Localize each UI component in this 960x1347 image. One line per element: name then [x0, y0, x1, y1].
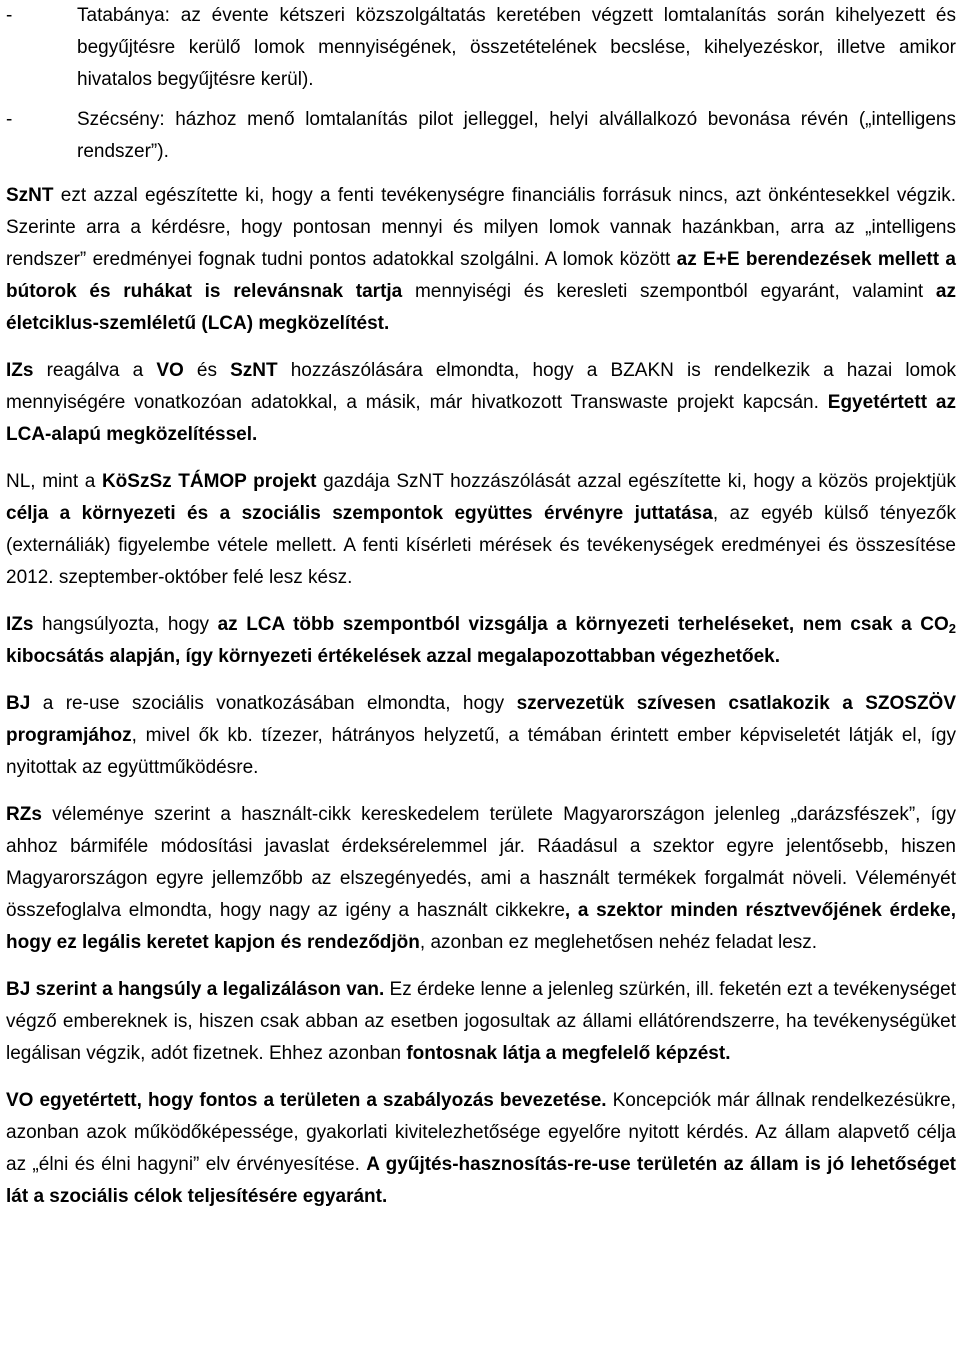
text-run: , mivel ők kb. tízezer, hátrányos helyzetű, a témában érintett ember képviseletét látják el, így nyitottak az együttműködésre. [6, 725, 956, 778]
speaker-name: VO [156, 360, 184, 381]
paragraph-rzs-opinion [6, 799, 956, 959]
paragraph-nl-project [6, 466, 956, 594]
text-run: gazdája SzNT hozzászólását azzal egészítette ki, hogy a közös projektjük [316, 471, 956, 492]
text-run: ezt azzal egészítette ki, hogy a fenti tevékenységre financiális forrásuk nincs, azt önkéntesekkel végzik. Szerinte arra a kérdésre, hogy pontosan mennyi és milyen lomok vannak hazánkban, arra az „intelligens rendszer” eredményei fognak tudni pontos adatokkal szolgálni. A lomok között [6, 185, 956, 270]
paragraph-izs-lca [6, 609, 956, 673]
emphasis: BJ szerint a hangsúly a legalizáláson van. [6, 979, 385, 1000]
text-run: mennyiségi és keresleti szempontból egyaránt, valamint [402, 281, 936, 302]
text-run: kibocsátás alapján, így környezeti értékelések azzal megalapozottabban végezhetőek. [6, 646, 781, 667]
emphasis: fontosnak látja a megfelelő képzést. [406, 1043, 731, 1064]
text-run: az LCA több szempontból vizsgálja a környezeti terheléseket, nem csak a CO [217, 614, 949, 635]
document-page [6, 0, 956, 1228]
text-run: hangsúlyozta, hogy [33, 614, 218, 635]
text-run: reagálva a [33, 360, 157, 381]
text-run: és [183, 360, 231, 381]
emphasis: KöSzSz TÁMOP projekt [101, 471, 317, 492]
speaker-name: SzNT [6, 185, 54, 206]
emphasis: célja a környezeti és a szociális szempontok együttes érvényre juttatása [6, 503, 713, 524]
emphasis: Egyetértett az LCA-alapú megközelítéssel. [6, 392, 956, 445]
paragraph-bj-reuse [6, 688, 956, 784]
bullet-marker: - [6, 109, 13, 130]
text-run: Ez érdeke lenne a jelenleg szürkén, ill. feketén ezt a tevékenységet végző embereknek is, hiszen csak abban az esetben jogosultak az állami ellátórendszerre, ha tevékenységüket legálisan végzik, adót fizetnek. Ehhez azonban [6, 979, 956, 1064]
bullet-item [6, 0, 956, 96]
bullet-item [6, 104, 956, 168]
emphasis: A gyűjtés-hasznosítás-re-use területén az állam is jó lehetőséget lát a szociális célok teljesítésére egyaránt. [6, 1154, 956, 1207]
speaker-name: RZs [6, 804, 42, 825]
paragraph-izs-reaction [6, 355, 956, 451]
subscript: 2 [948, 621, 956, 636]
emphasis: VO egyetértett, hogy fontos a területen a szabályozás bevezetése. [6, 1090, 607, 1111]
paragraph-sznt-funding [6, 180, 956, 340]
bullet-text: Szécsény: házhoz menő lomtalanítás pilot jelleggel, helyi alvállalkozó bevonása révén („intelligens rendszer”). [77, 109, 956, 162]
emphasis: , a szektor minden résztvevőjének érdeke, hogy ez legális keretet kapjon és rendeződjön [6, 900, 956, 953]
text-run: Koncepciók már állnak rendelkezésükre, azonban azok működőképessége, gyakorlati kivitelezhetősége egyelőre nyitott kérdés. Az állam alapvető célja az „élni és élni hagyni” elv érvényesítése. [6, 1090, 956, 1175]
speaker-name: BJ [6, 693, 31, 714]
emphasis: szervezetük szívesen csatlakozik a SZOSZÖV programjához [6, 693, 957, 746]
paragraph-bj-legalization [6, 974, 956, 1070]
text-run: NL, mint a [6, 471, 102, 492]
emphasis: az életciklus-szemléletű (LCA) megközelítést. [6, 281, 956, 334]
bullet-text: Tatabánya: az évente kétszeri közszolgáltatás keretében végzett lomtalanítás során kihelyezett és begyűjtésre kerülő lomok mennyiségének, összetételének becslése, kihelyezéskor, illetve amikor hivatalos begyűjtésre kerül). [77, 5, 956, 90]
speaker-name: IZs [6, 614, 34, 635]
text-run: , azonban ez meglehetősen nehéz feladat lesz. [419, 932, 818, 953]
text-run: véleménye szerint a használt-cikk kereskedelem területe Magyarországon jelenleg „darázsfészek”, így ahhoz bármiféle módosítási javaslat érdeksérelemmel jár. Ráadásul a szektor egyre jelentősebb, hiszen Magyarországon egyre jellemzőbb az elszegényedés, ami a használt termékek forgalmát növeli. Véleményét összefoglalva elmondta, hogy nagy az igény a használt cikkekre [6, 804, 956, 921]
emphasis: az E+E berendezések mellett a bútorok és ruhákat is relevánsnak tartja [6, 249, 956, 302]
paragraph-vo-regulation [6, 1085, 956, 1213]
text-run: hozzászólására elmondta, hogy a BZAKN is rendelkezik a hazai lomok mennyiségére vonatkozóan adatokkal, a másik, már hivatkozott Transwaste projekt kapcsán. [6, 360, 957, 413]
speaker-name: SzNT [230, 360, 278, 381]
speaker-name: IZs [6, 360, 34, 381]
bullet-marker: - [6, 5, 13, 26]
text-run: a re-use szociális vonatkozásában elmondta, hogy [30, 693, 517, 714]
text-run: , az egyéb külső tényezők (externáliák) figyelembe vétele mellett. A fenti kísérleti mérések és tevékenységek eredményei és összesítése 2012. szeptember-október felé lesz kész. [6, 503, 956, 588]
